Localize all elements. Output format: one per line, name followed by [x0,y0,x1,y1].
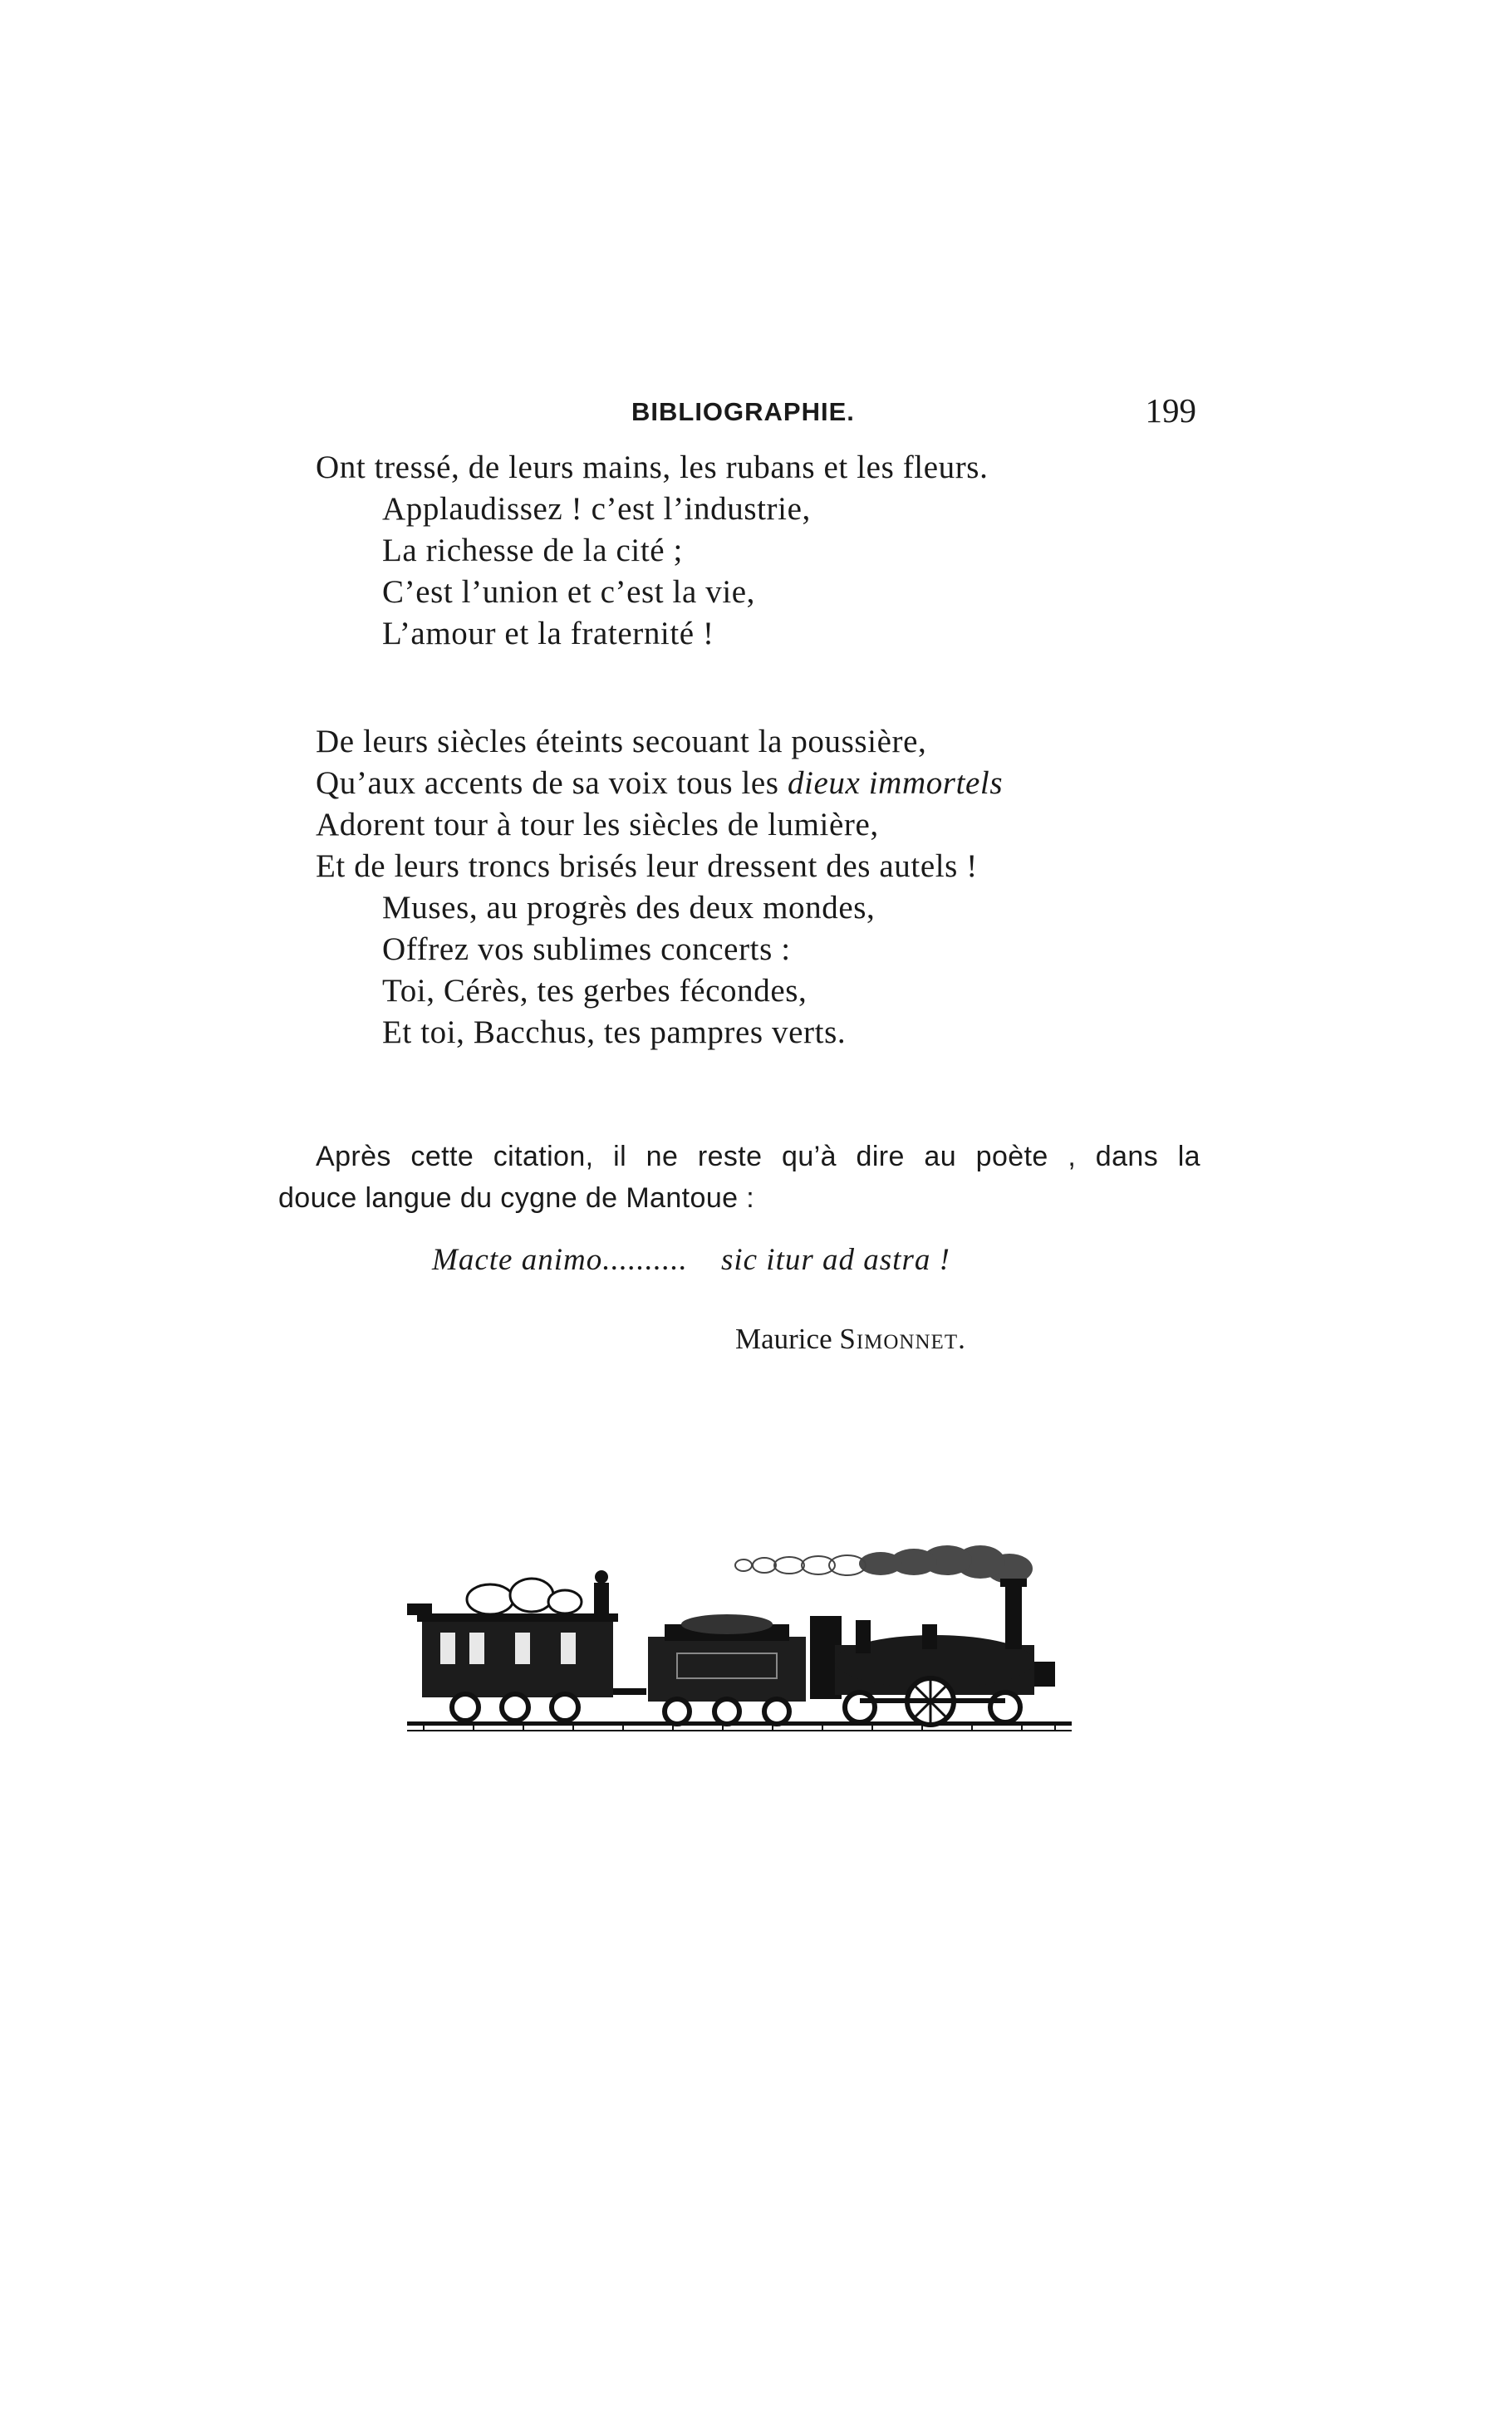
prose-paragraph [278,1136,1200,1219]
verse-line [316,763,1246,804]
running-head [316,390,1196,440]
quote-part: Macte animo.......... [432,1243,688,1277]
verse-line: Ont tressé, de leurs mains, les rubans et les fleurs. [316,449,989,485]
running-title: BIBLIOGRAPHIE. [631,397,855,426]
page-number: 199 [1145,391,1196,430]
verse-line: De leurs siècles éteints secouant la poussière, [316,724,927,759]
latin-quote [432,1242,1097,1278]
verse-line: Offrez vos sublimes concerts : [382,931,791,967]
verse-stanza-2 [316,721,1246,1053]
verse-italic-text: dieux immortels [787,765,1004,801]
verse-line: Applaudissez ! c’est l’industrie, [382,491,811,527]
verse-text: Qu’aux accents de sa voix tous les [316,765,788,801]
verse-line: La richesse de la cité ; [382,533,683,568]
signature-first-name: Maurice [735,1323,832,1355]
signature-surname: Simonnet. [839,1323,966,1355]
verse-line: Adorent tour à tour les siècles de lumière, [316,807,879,842]
verse-line: C’est l’union et c’est la vie, [382,574,756,610]
verse-line: Muses, au progrès des deux mondes, [382,890,876,926]
verse-line: L’amour et la fraternité ! [382,616,714,651]
quote-part: sic itur ad astra ! [720,1243,950,1277]
verse-line: Toi, Cérès, tes gerbes fécondes, [382,973,808,1009]
author-signature [735,1323,966,1356]
verse-line: Et de leurs troncs brisés leur dressent des autels ! [316,848,978,884]
verse-stanza-1 [316,447,1246,655]
verse-line: Et toi, Bacchus, tes pampres verts. [382,1014,847,1050]
prose-line: douce langue du cygne de Mantoue : [278,1182,755,1214]
prose-line: Après cette citation, il ne reste qu’à dire au poète , dans la [316,1141,1200,1172]
steam-locomotive-icon [399,1537,1080,1745]
